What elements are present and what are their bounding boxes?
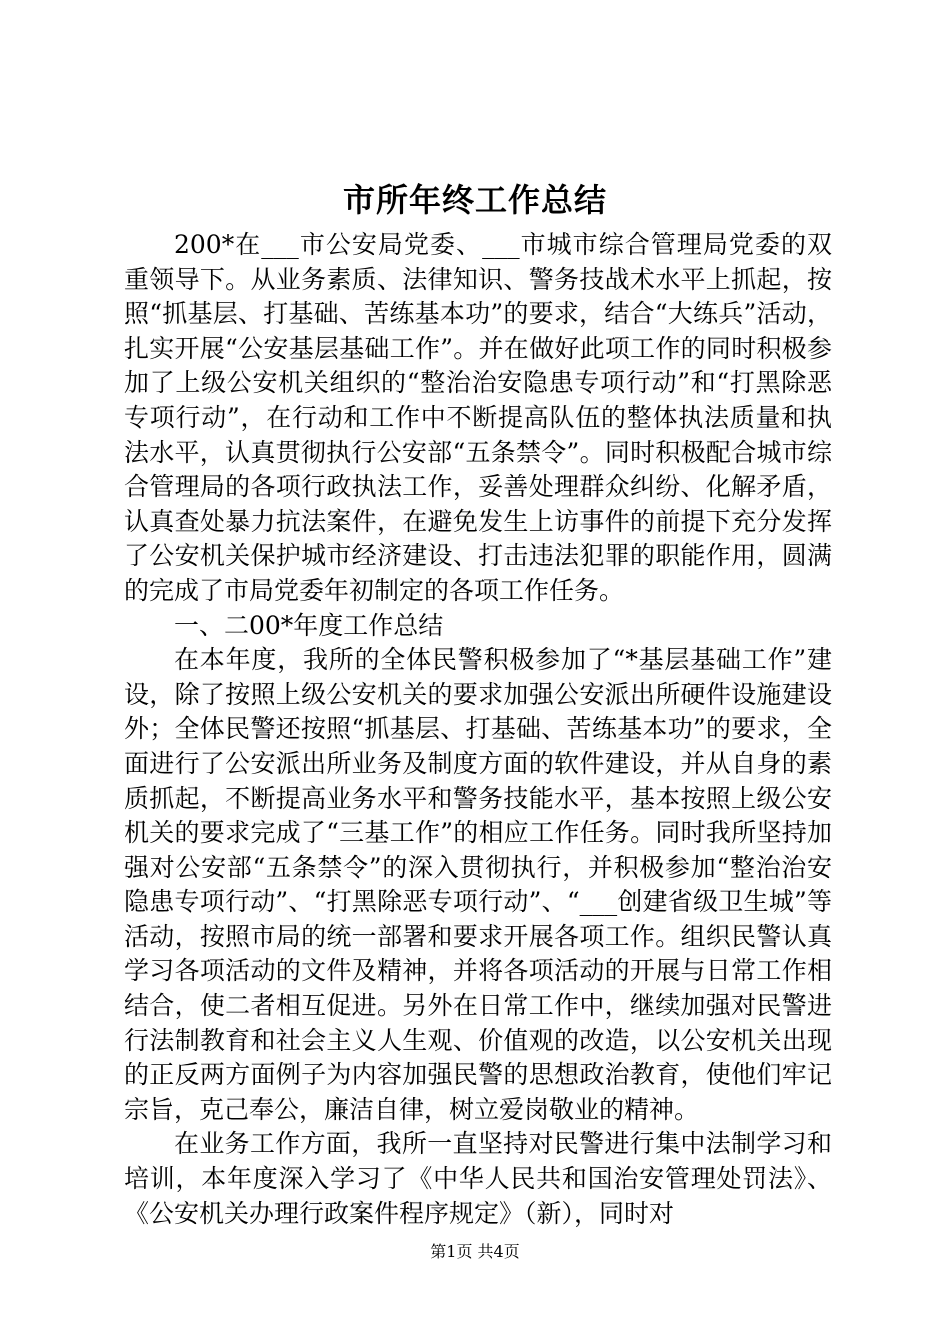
page-footer (0, 1242, 950, 1262)
page-number: 第1页 (430, 1242, 473, 1261)
paragraph-annual-summary: 在本年度，我所的全体民警积极参加了“*基层基础工作”建设，除了按照上级公安机关的要求加强公安派出所硬件设施建设外；全体民警还按照“抓基层、打基础、苦练基本功”的要求，全面进行了公安派出所业务及制度方面的软件建设，并从自身的素质抓起，不断提高业务水平和警务技能水平，基本按照上级公安机关的要求完成了“三基工作”的相应工作任务。同时我所坚持加强对公安部“五条禁令”的深入贯彻执行，并积极参加“整治治安隐患专项行动”、“打黑除恶专项行动”、“___创建省级卫生城”等活动，按照市局的统一部署和要求开展各项工作。组织民警认真学习各项活动的文件及精神，并将各项活动的开展与日常工作相结合，使二者相互促进。另外在日常工作中，继续加强对民警进行法制教育和社会主义人生观、价值观的改造，以公安机关出现的正反两方面例子为内容加强民警的思想政治教育，使他们牢记宗旨，克己奉公，廉洁自律，树立爱岗敬业的精神。 (124, 645, 832, 1124)
page-total: 共4页 (477, 1242, 520, 1261)
document-title: 市所年终工作总结 (342, 181, 607, 219)
document-body (124, 228, 832, 1231)
paragraph-intro: 200*在___市公安局党委、___市城市综合管理局党委的双重领导下。从业务素质、法律知识、警务技战术水平上抓起，按照“抓基层、打基础、苦练基本功”的要求，结合“大练兵”活动，扎实开展“公安基层基础工作”。并在做好此项工作的同时积极参加了上级公安机关组织的“整治治安隐患专项行动”和“打黑除恶专项行动”，在行动和工作中不断提高队伍的整体执法质量和执法水平，认真贯彻执行公安部“五条禁令”。同时积极配合城市综合管理局的各项行政执法工作，妥善处理群众纠纷、化解矛盾，认真查处暴力抗法案件，在避免发生上访事件的前提下充分发挥了公安机关保护城市经济建设、打击违法犯罪的职能作用，圆满的完成了市局党委年初制定的各项工作任务。 (124, 230, 832, 605)
section-heading: 一、二00*年度工作总结 (174, 610, 444, 640)
paragraph-business-work: 在业务工作方面，我所一直坚持对民警进行集中法制学习和培训，本年度深入学习了《中华人民共和国治安管理处罚法》、《公安机关办理行政案件程序规定》（新），同时对 (124, 1129, 832, 1228)
